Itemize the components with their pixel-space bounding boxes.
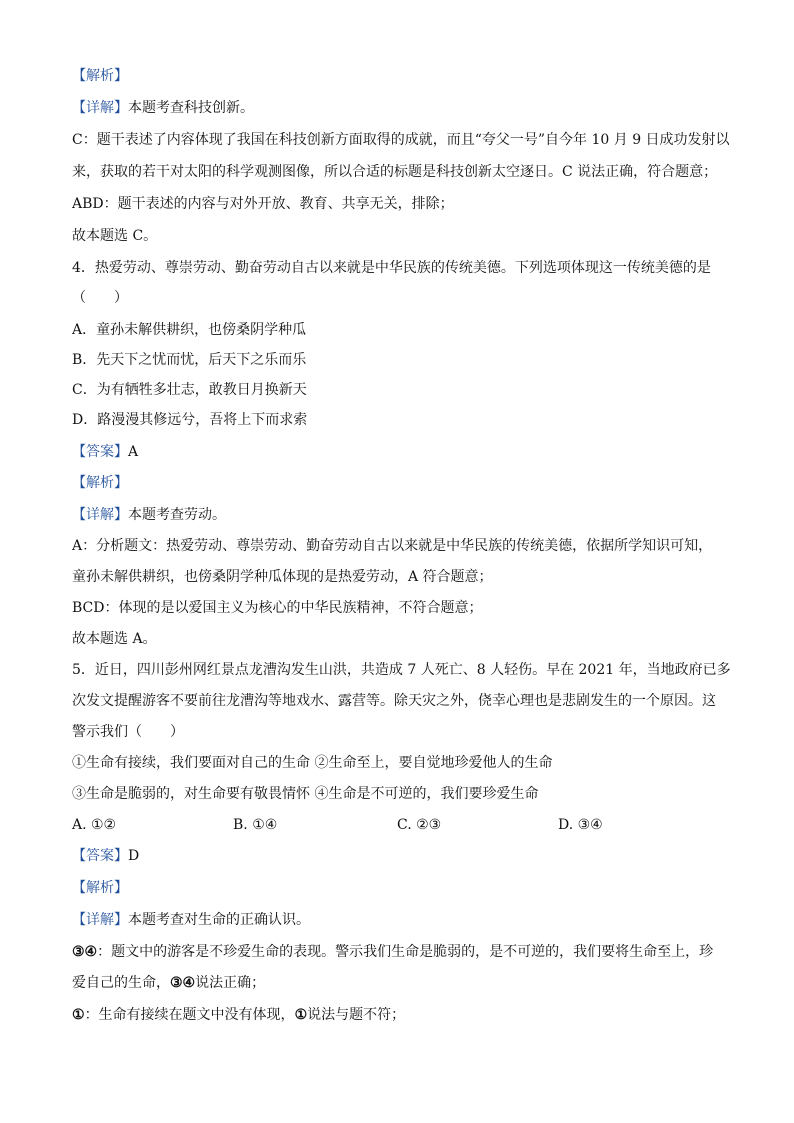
q5-options-row (72, 815, 732, 835)
detail-tag: 【详解】 (72, 912, 128, 928)
q3-detail-line (72, 98, 732, 118)
q5-option-b: B. ①④ (233, 817, 278, 833)
detail-text: 本题考查对生命的正确认识。 (128, 912, 310, 928)
answer-tag: 【答案】 (72, 444, 128, 460)
s34-line2-start: 爱自己的生命， (72, 975, 170, 991)
s1-end: 说法与题不符； (307, 1007, 406, 1023)
q3-c-line-2: 来，获取的若干对太阳的科学观测图像，所以合适的标题是科技创新太空逐日。C 说法正确，符合题意； (72, 164, 718, 180)
statement-mark: ① (294, 1007, 308, 1023)
q5-s34-line-2 (72, 973, 732, 993)
detail-text: 本题考查科技创新。 (128, 100, 254, 116)
q5-stem-line-3: 警示我们（ ） (72, 724, 184, 740)
q4-analysis-heading (72, 473, 732, 493)
analysis-tag: 【解析】 (72, 475, 128, 491)
q5-option-c: C. ②③ (397, 817, 442, 833)
statement-marks: ③④ (170, 975, 196, 991)
q4-option-b: B．先天下之忧而忧，后天下之乐而乐 (72, 352, 307, 368)
detail-tag: 【详解】 (72, 507, 128, 523)
q4-bcd-line: BCD：体现的是以爱国主义为核心的中华民族精神，不符合题意； (72, 600, 483, 616)
q5-stem-line-1: 5．近日，四川彭州网红景点龙漕沟发生山洪，共造成 7 人死亡、8 人轻伤。早在 2021 年，当地政府已多 (72, 662, 731, 678)
q5-option-d: D. ③④ (558, 817, 603, 833)
q5-detail-line (72, 910, 732, 930)
q4-answer-line (72, 442, 732, 462)
q4-option-d: D．路漫漫其修远兮，吾将上下而求索 (72, 412, 308, 428)
statement-marks: ③④ (72, 944, 98, 960)
q4-a-line-1: A：分析题文：热爱劳动、尊崇劳动、勤奋劳动自古以来就是中华民族的传统美德，依据所学知识可知， (72, 538, 713, 554)
q4-detail-line (72, 505, 732, 525)
detail-text: 本题考查劳动。 (128, 507, 226, 523)
q3-c-line-1: C：题干表述了内容体现了我国在科技创新方面取得的成就，而且“夸父一号”自今年 10 月 9 日成功发射以 (72, 132, 730, 148)
q5-stem-line-2: 次发文提醒游客不要前往龙漕沟等地戏水、露营等。除天灾之外，侥幸心理也是悲剧发生的一个原因。这 (72, 693, 716, 709)
q5-statement-line-2: ③生命是脆弱的，对生命要有敬畏情怀 ④生命是不可逆的，我们要珍爱生命 (72, 786, 539, 802)
q4-conclusion: 故本题选 A。 (72, 631, 157, 647)
analysis-tag: 【解析】 (72, 68, 128, 84)
q3-analysis-heading (72, 66, 732, 86)
q4-stem-line-2: （ ） (72, 290, 128, 306)
statement-mark: ① (72, 1007, 85, 1023)
answer-value: D (128, 848, 140, 864)
q4-stem-line-1: 4．热爱劳动、尊崇劳动、勤奋劳动自古以来就是中华民族的传统美德。下列选项体现这一传统美德的是 (72, 260, 711, 276)
q5-s1-line (72, 1005, 732, 1025)
q5-s34-line-1 (72, 942, 732, 962)
q3-conclusion: 故本题选 C。 (72, 228, 158, 244)
q5-answer-line (72, 846, 732, 866)
s34-line2-end: 说法正确； (195, 975, 266, 991)
q4-a-line-2: 童孙未解供耕织，也傍桑阴学种瓜体现的是热爱劳动，A 符合题意； (72, 569, 493, 585)
q5-analysis-heading (72, 878, 732, 898)
detail-tag: 【详解】 (72, 100, 128, 116)
q3-abd-line: ABD：题干表述的内容与对外开放、教育、共享无关，排除； (72, 196, 454, 212)
analysis-tag: 【解析】 (72, 880, 128, 896)
q5-statement-line-1: ①生命有接续，我们要面对自己的生命 ②生命至上，要自觉地珍爱他人的生命 (72, 755, 553, 771)
s34-text: ：题文中的游客是不珍爱生命的表现。警示我们生命是脆弱的，是不可逆的，我们要将生命至上，珍 (97, 944, 714, 960)
s1-text: ：生命有接续在题文中没有体现， (84, 1007, 295, 1023)
q5-option-a: A. ①② (72, 817, 117, 833)
q4-option-c: C．为有牺牲多壮志，敢教日月换新天 (72, 382, 307, 398)
q4-option-a: A．童孙未解供耕织，也傍桑阴学种瓜 (72, 322, 307, 338)
answer-value: A (128, 444, 139, 460)
answer-tag: 【答案】 (72, 848, 128, 864)
